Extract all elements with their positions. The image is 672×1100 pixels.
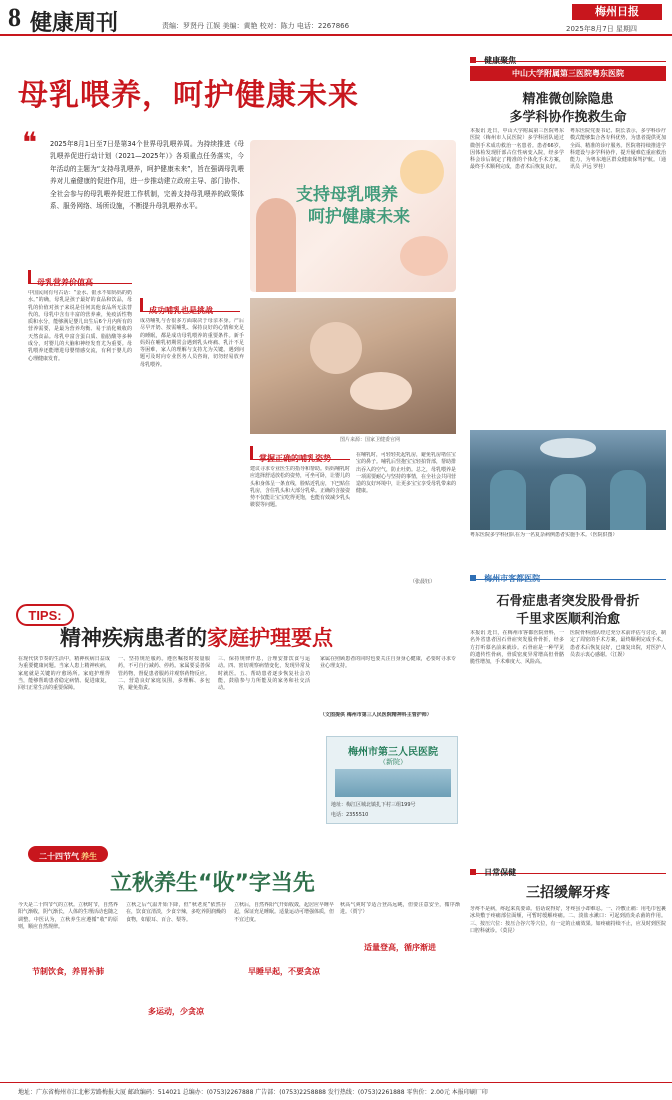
- daily-tag: [470, 860, 666, 877]
- surgeon-3: [610, 470, 646, 530]
- news1-text-b: 粤东医院党委书记、院长表示，多学科诊疗模式能够集合各专科优势，为患者提供更加全面、精准的诊疗服务。医院将持续推进学科建设与多学科协作，提升疑难危重症救治能力，为粤东地区群众健康保驾护航。（通讯员 尹远 罗桂）: [570, 128, 666, 171]
- feature-col-4: 在哺乳时，可轻轻托起乳房，避免乳房堵住宝宝的鼻子。哺乳后竖抱宝宝轻拍背部，帮助排出吞入的空气，防止吐奶。总之，母乳喂养是一项需要耐心与坚持的事情，在全社会共同营造的友好环境中，让更多宝宝享受母乳带来的健康。: [356, 452, 456, 495]
- tips-headline-b: 家庭护理要点: [207, 626, 333, 650]
- news2-tag: [470, 566, 666, 583]
- solar-tag: [28, 846, 108, 862]
- tips-byline: （文图提供 梅州市第三人民医院精神科主管护师）: [320, 712, 432, 718]
- feature-col-2: 成功哺乳与否很多方面取决于母亲本身。产后尽早开奶、按需哺乳、保持良好的心情和充足的睡眠，都是成功母乳喂养的重要条件。新手妈妈在哺乳初期常会遇到乳头疼痛、乳汁不足等困难，家人的理解与支持尤为关键。遇到问题可及时向专业医务人员咨询，切勿轻易放弃母乳喂养。: [140, 318, 244, 368]
- tag-square-icon: [470, 869, 476, 875]
- feature-col-3: 建议寻求专业医生的指导和帮助。妈妈哺乳时应选择舒适放松的姿势，可坐可卧，让婴儿的头和身体呈一条直线，脸贴近乳房，下巴贴住乳房，含住乳头和大部分乳晕。正确的含接姿势不仅能让宝宝吃得更饱，也能有效减少乳头皲裂等问题。: [250, 466, 350, 509]
- news1-kicker: 中山大学附属第三医院粤东医院: [512, 69, 624, 78]
- mother-baby-photo: [250, 298, 456, 434]
- solar-sub-1: 节制饮食，养胃补肺: [32, 967, 104, 976]
- tips-headline-a: 精神疾病患者的: [60, 626, 207, 650]
- feature-headline: 母乳喂养，呵护健康未来: [18, 78, 359, 113]
- news2-title-2: 千里求医顺利治愈: [515, 612, 620, 627]
- paper-logo: [572, 4, 662, 20]
- quote-mark-icon: ❝: [22, 128, 38, 159]
- poster-sun-icon: [400, 150, 444, 194]
- news1-text-a: 本报讯 近日，中山大学附属第三医院粤东医院（梅州市人民医院）多学科团队通过微创手术成功救治一名患者。患者66岁，因体检发现肝部占位性病变入院，经多学科会诊后制定了精准的个体化手术方案，最终手术顺利完成，患者术后恢复良好。: [470, 128, 564, 171]
- news2-text-b: 医院骨科团队经过充分术前评估与讨论，制定了周密的手术方案，最终顺利完成手术。患者术后恢复良好，已康复出院，对医护人员表示衷心感谢。（江娱）: [570, 630, 666, 658]
- news2-tag-text: 梅州市客都医院: [484, 574, 541, 583]
- tips-section: [0, 604, 466, 840]
- poster-illustration: [250, 140, 456, 292]
- news2-section: [470, 560, 666, 820]
- tips-col-3: 三、保持规律作息，合理安排饮食与运动。四、密切观察病情变化，发现异常及时就医。五、帮助患者逐步恢复社会功能，鼓励参与力所能及的家务和社交活动。: [218, 656, 310, 692]
- photo-credit: 图片来源：国家卫健委官网: [340, 437, 401, 443]
- subhead-nutrition: [28, 270, 132, 287]
- hospital-phone: 电话：2355510: [331, 812, 369, 818]
- hospital-address: 地址：梅江区城北镇扎下村三组199号: [331, 802, 416, 808]
- subhead-posture: [250, 446, 350, 463]
- solar-col-3: 立秋后，自然界阳气开始收敛，起居应早睡早起，保证充足睡眠。适量运动可增强体质，但不宜过度。: [234, 902, 334, 923]
- page-header: [0, 0, 672, 36]
- subhead-challenge: [140, 298, 240, 315]
- feature-lead: 2025年8月1日至7日是第34个世界母乳喂养周。为持续推进《母乳喂养促进行动计划（2021—2025年）》各项重点任务落实，今年活动的主题为“支持母乳喂养，呵护健康未来”，旨在强调母乳喂养对儿童健康的促进作用，进一步推动建立政府主导、部门协作、全社会参与的母乳喂养促进工作机制，完善支持母乳喂养的政策体系、服务网络、场所设施，不断提升母乳喂养水平。: [50, 140, 244, 211]
- tips-col-1: 在现代快节奏的生活中，精神疾病日益成为重要健康问题。当家人患上精神疾病，家庭就是关键的疗愈场所。家庭护理得当，能够帮助患者稳定病情、促进康复，回归正常生活的重要保障。: [18, 656, 110, 692]
- tips-headline: [60, 622, 333, 652]
- solar-headline: 立秋养生“收”字当先: [110, 871, 315, 896]
- feature-section: [0, 42, 466, 600]
- paper-name: 梅州日报: [595, 5, 639, 18]
- subhead-challenge-text: 成功哺乳也是挑战: [149, 306, 213, 315]
- solar-col-4: 秋高气爽时节适合登高远眺，但要注意安全，循序渐进。（贾宁）: [340, 902, 460, 916]
- solar-sub-4: 适量登高，循序渐进: [364, 943, 436, 952]
- news1-title-2: 多学科协作挽救生命: [509, 110, 627, 125]
- surgery-lamp: [540, 438, 596, 458]
- daily-section: [470, 860, 666, 1078]
- solar-tag-b: 养生: [81, 852, 97, 861]
- news1-tag: [470, 48, 666, 65]
- news1-section: [470, 42, 666, 614]
- surgeon-2: [550, 474, 586, 530]
- tips-col-2: 一、坚持规范服药。遵医嘱按时按量服药，不可自行减药、停药。家属要妥善保管药物，督促患者服药并观察药物反应。二、营造良好家庭氛围，多理解、多包容，避免指责。: [118, 656, 210, 692]
- hospital-building: [335, 769, 451, 797]
- tips-col-4: 家属在照顾患者的同时也要关注自身身心健康，必要时寻求专业心理支持。: [320, 656, 456, 670]
- page-footer: [0, 1082, 672, 1100]
- news1-photo-caption: 粤东医院多学科团队在为一名复杂病例患者实施手术。（医院供图）: [470, 532, 618, 538]
- staff-line: 责编：罗贤丹 江娱 美编：黄艳 校对：陈力 电话：2267866: [162, 22, 350, 30]
- solar-term-section: [0, 846, 466, 1078]
- footer-text: 地址：广东省梅州市江北彬芳路梅报大厦 邮政编码：514021 总编办：(0753)2267888 广告部：(0753)2258888 发行热线：(0753)2261888 零售价：2.00元 本报印刷厂印: [18, 1089, 488, 1096]
- tag-square-icon: [470, 57, 476, 63]
- hospital-sub: （新院）: [379, 758, 407, 766]
- section-title: 健康周刊: [30, 11, 119, 36]
- tag-square-icon: [470, 575, 476, 581]
- subhead-posture-text: 掌握正确的哺乳姿势: [259, 454, 331, 463]
- tips-label-text: TIPS:: [28, 608, 62, 623]
- subhead-nutrition-text: 母乳营养价值高: [37, 278, 93, 287]
- mother-figure: [256, 198, 296, 292]
- surgery-photo: [470, 430, 666, 530]
- page-number: 8: [8, 3, 21, 32]
- hospital-badge: [326, 736, 458, 824]
- daily-headline: 三招缓解牙疼: [526, 885, 610, 901]
- solar-sub-3: 早睡早起，不要贪凉: [248, 967, 320, 976]
- solar-sub-2: 多运动，少贪凉: [148, 1007, 204, 1016]
- news1-tag-text: 健康聚焦: [484, 56, 517, 65]
- baby-figure: [400, 236, 448, 276]
- poster-slogan-1: 支持母乳喂养: [296, 185, 398, 205]
- daily-tag-text: 日常保健: [484, 868, 517, 877]
- photo-baby: [350, 372, 412, 410]
- news1-title-1: 精准微创除隐患: [522, 92, 614, 107]
- daily-text: 牙疼不是病，疼起来真要命。俗话说得好，牙疼虽小却难忍。一、冷敷止痛：用毛巾包裹冰块敷于疼痛部位面颊，可暂时缓解疼痛。二、淡盐水漱口：可起到消炎杀菌的作用。三、按压穴位：按压合谷穴等穴位，有一定的止痛效果。如疼痛持续不止，应及时到医院口腔科就诊。（莫昆）: [470, 906, 666, 934]
- surgeon-1: [490, 470, 526, 530]
- news1-kicker-bar: [470, 66, 666, 81]
- solar-col-1: 今天是二十四节气的立秋。立秋时节，自然界阳气渐收，阴气渐长，人体的生理活动也随之调整。中医认为，立秋养生应遵循“收”的原则，顺应自然规律。: [18, 902, 118, 930]
- news2-text-a: 本报讯 近日，在梅州市客都医院骨科，一名外省患者因石骨症突发股骨骨折，经多方打听慕名前来就诊。石骨症是一种罕见的遗传性骨病，骨质密度异常增高但骨骼脆性增加，手术难度大、风险高。: [470, 630, 564, 666]
- news2-title-1: 石骨症患者突发股骨骨折: [496, 594, 640, 609]
- solar-col-2: 立秋之后气温开始下降，但“秋老虎”依然存在，饮食宜清淡，少食辛辣，多吃养阴润燥的食物，如银耳、百合、梨等。: [126, 902, 226, 923]
- feature-col-1: 中国民间有句古话：“金水、银水不如妈妈的奶水。”的确，母乳是孩子最好的食品和饮品，母乳的价值对孩子来说是任何其他食品所无法替代的。母乳中含有丰富的营养素，免疫活性物质和水分，能够满足婴儿出生后6个月内所有的营养需要，是最为营养均衡、易于消化吸收的天然食品。母乳中富含蛋白质、脂肪酸等多种成分，对婴儿的大脑和神经发育尤为重要。母乳喂养还能增进母婴情感交流，有利于婴儿的心理健康发育。: [28, 290, 132, 362]
- poster-slogan-2: 呵护健康未来: [308, 207, 410, 227]
- issue-date: 2025年8月7日 星期四: [566, 25, 637, 33]
- solar-tag-a: 二十四节气: [39, 852, 79, 861]
- feature-byline: （张晨钰）: [410, 579, 436, 585]
- photo-mother: [310, 322, 362, 374]
- hospital-name: 梅州市第三人民医院: [348, 747, 438, 758]
